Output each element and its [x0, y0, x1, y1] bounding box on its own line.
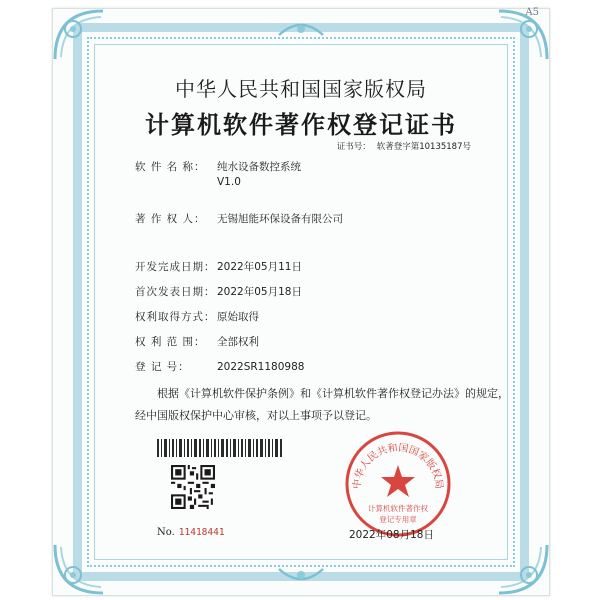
field-software-name — [135, 159, 301, 188]
field-value: 2022SR1180988 — [217, 361, 305, 373]
field-rights-scope — [135, 334, 259, 349]
field-label: 权 利 范 围： — [135, 336, 206, 348]
field-value: 2022年05月11日 — [217, 261, 302, 273]
field-value: 全部权利 — [217, 336, 259, 348]
issuing-authority: 中华人民共和国国家版权局 — [175, 77, 427, 101]
field-acquisition-method — [135, 309, 259, 324]
certificate-title: 计算机软件著作权登记证书 — [145, 110, 457, 139]
field-copyright-owner — [135, 211, 343, 226]
svg-text:登记专用章: 登记专用章 — [379, 515, 417, 524]
certificate-number-label: 证书号： — [336, 142, 371, 152]
qr-code-icon — [171, 465, 215, 509]
field-value: 2022年05月18日 — [217, 286, 302, 298]
corner-ornament-icon — [495, 541, 551, 597]
corner-ornament-icon — [51, 541, 107, 597]
field-registration-number — [135, 359, 304, 374]
seal-ring-text: 中华人民共和国国家版权局 — [351, 442, 445, 490]
field-label: 开发完成日期： — [135, 261, 216, 273]
barcode-icon — [157, 439, 283, 457]
field-label: 首次发表日期： — [135, 286, 216, 298]
corner-ornament-icon — [495, 7, 551, 63]
corner-ornament-icon — [51, 7, 107, 63]
legal-statement: 根据《计算机软件保护条例》和《计算机软件著作权登记办法》的规定，经中国版权保护中心审核，对以上事项予以登记。 — [135, 387, 509, 422]
field-value: 无锡旭能环保设备有限公司 — [217, 213, 343, 225]
field-publication-date — [135, 284, 302, 299]
certificate-number-value: 软著登字第10135187号 — [376, 142, 471, 152]
field-value-version: V1.0 — [217, 176, 241, 188]
field-value: 原始取得 — [217, 311, 259, 323]
field-label: 权利取得方式： — [135, 311, 216, 323]
svg-text:计算机软件著作权: 计算机软件著作权 — [368, 504, 428, 513]
certificate-page — [52, 8, 550, 596]
official-seal-icon — [343, 429, 453, 539]
serial-label: No. — [157, 527, 175, 538]
field-label: 登 记 号： — [135, 361, 190, 373]
issue-date: 2022年08月18日 — [349, 529, 434, 541]
serial-value: 11418441 — [178, 527, 225, 538]
handwritten-note: A5 — [525, 7, 539, 18]
border-ornament-icon — [277, 563, 325, 585]
field-label: 著 作 权 人： — [135, 213, 206, 225]
serial-number — [157, 527, 225, 538]
field-completion-date — [135, 259, 302, 274]
field-label: 软 件 名 称： — [135, 161, 206, 173]
field-value: 纯水设备数控系统 — [217, 161, 301, 173]
certificate-number — [331, 140, 471, 152]
border-ornament-icon — [277, 19, 325, 41]
